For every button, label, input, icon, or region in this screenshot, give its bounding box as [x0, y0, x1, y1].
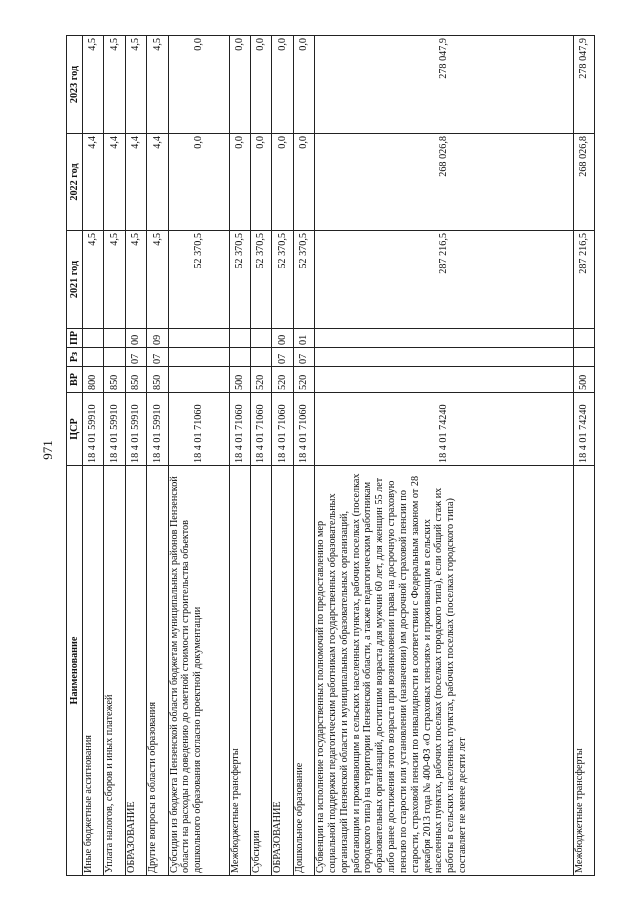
rotated-sheet [66, 36, 595, 876]
cell-2022: 4,4 [104, 134, 125, 231]
cell-pr [104, 329, 125, 348]
cell-2022: 0,0 [293, 134, 314, 231]
cell-pr [168, 329, 229, 348]
cell-name: Иные бюджетные ассигнования [83, 466, 104, 876]
cell-name: Уплата налогов, сборов и иных платежей [104, 466, 125, 876]
cell-rz [83, 348, 104, 367]
cell-2023: 0,0 [293, 36, 314, 134]
table-row [83, 36, 104, 876]
cell-name: Субвенции на исполнение государственных полномочий по предоставлению мер социальной поддержки педагогическим работникам государственных образовательных организаций Пензенской области и муниципальных образовательных организаций, работающим и проживающим в сельских населенных пунктах, рабочих поселках (поселках городского типа) на территории Пензенской области, а также педагогическим работникам образовательных организаций, достигшим возраста для мужчин 60 лет, для женщин 55 лет либо ранее достижения этого возраста при возникновении права на досрочную страховую пенсию по старости или установлении (назначении) им досрочной страховой пенсии по старости, страховой пенсии по инвалидности в соответствии с Федеральным законом от 28 декабря 2013 года № 400-ФЗ «О страховых пенсиях» и проживающим в сельских населенных пунктах, рабочих поселках (поселках городского типа), если общий стаж их работы в сельских населенных пунктах, рабочих поселках (поселках городского типа) составляет не менее десяти лет [315, 466, 573, 876]
cell-csr: 18 4 01 59910 [104, 393, 125, 466]
cell-pr: 01 [293, 329, 314, 348]
cell-2022: 0,0 [272, 134, 293, 231]
cell-2022: 4,4 [147, 134, 168, 231]
cell-vr [315, 367, 573, 393]
cell-2022: 0,0 [168, 134, 229, 231]
table-row [125, 36, 146, 876]
cell-pr [250, 329, 271, 348]
cell-pr [83, 329, 104, 348]
cell-pr [315, 329, 573, 348]
cell-rz [250, 348, 271, 367]
table-row [293, 36, 314, 876]
table-row [168, 36, 229, 876]
cell-rz [573, 348, 595, 367]
cell-name: Межбюджетные трансферты [229, 466, 250, 876]
cell-2021: 4,5 [104, 231, 125, 329]
cell-2021: 52 370,5 [293, 231, 314, 329]
cell-name: ОБРАЗОВАНИЕ [272, 466, 293, 876]
table-row [272, 36, 293, 876]
header-name: Наименование [67, 466, 83, 876]
table-row [250, 36, 271, 876]
cell-csr: 18 4 01 74240 [315, 393, 573, 466]
cell-2021: 52 370,5 [272, 231, 293, 329]
cell-2022: 4,4 [83, 134, 104, 231]
cell-2023: 4,5 [83, 36, 104, 134]
cell-2023: 0,0 [272, 36, 293, 134]
cell-csr: 18 4 01 59910 [83, 393, 104, 466]
cell-vr: 850 [147, 367, 168, 393]
header-rz: Рз [67, 348, 83, 367]
cell-vr: 520 [250, 367, 271, 393]
cell-2021: 287 216,5 [573, 231, 595, 329]
cell-vr: 500 [229, 367, 250, 393]
budget-table [66, 35, 595, 876]
cell-vr: 520 [272, 367, 293, 393]
cell-rz: 07 [272, 348, 293, 367]
cell-rz [104, 348, 125, 367]
cell-2023: 0,0 [168, 36, 229, 134]
cell-2021: 52 370,5 [168, 231, 229, 329]
cell-pr [229, 329, 250, 348]
cell-vr: 850 [104, 367, 125, 393]
cell-vr: 850 [125, 367, 146, 393]
header-2021: 2021 год [67, 231, 83, 329]
cell-name: Другие вопросы в области образования [147, 466, 168, 876]
cell-csr: 18 4 01 59910 [147, 393, 168, 466]
cell-vr [168, 367, 229, 393]
cell-rz [315, 348, 573, 367]
cell-2023: 0,0 [250, 36, 271, 134]
cell-2023: 4,5 [104, 36, 125, 134]
cell-csr: 18 4 01 71060 [272, 393, 293, 466]
cell-2022: 0,0 [229, 134, 250, 231]
page-number: 971 [40, 440, 55, 460]
cell-vr: 520 [293, 367, 314, 393]
cell-2023: 278 047,9 [573, 36, 595, 134]
cell-2023: 4,5 [147, 36, 168, 134]
cell-csr: 18 4 01 71060 [229, 393, 250, 466]
cell-2023: 278 047,9 [315, 36, 573, 134]
cell-csr: 18 4 01 59910 [125, 393, 146, 466]
cell-name: Межбюджетные трансферты [573, 466, 595, 876]
cell-rz: 07 [293, 348, 314, 367]
table-header-row [67, 36, 83, 876]
cell-csr: 18 4 01 71060 [293, 393, 314, 466]
cell-name: ОБРАЗОВАНИЕ [125, 466, 146, 876]
cell-2022: 268 026,8 [315, 134, 573, 231]
cell-vr: 800 [83, 367, 104, 393]
table-row [229, 36, 250, 876]
cell-name: Субсидии [250, 466, 271, 876]
cell-2022: 268 026,8 [573, 134, 595, 231]
cell-2023: 4,5 [125, 36, 146, 134]
cell-name: Дошкольное образование [293, 466, 314, 876]
cell-2021: 52 370,5 [229, 231, 250, 329]
header-pr: ПР [67, 329, 83, 348]
header-2022: 2022 год [67, 134, 83, 231]
cell-rz [229, 348, 250, 367]
cell-2022: 4,4 [125, 134, 146, 231]
cell-2021: 287 216,5 [315, 231, 573, 329]
header-csr: ЦСР [67, 393, 83, 466]
cell-2021: 4,5 [125, 231, 146, 329]
cell-2021: 52 370,5 [250, 231, 271, 329]
cell-pr: 09 [147, 329, 168, 348]
cell-2021: 4,5 [147, 231, 168, 329]
cell-vr: 500 [573, 367, 595, 393]
rotated-table-container [66, 36, 595, 876]
table-row [573, 36, 595, 876]
table-row [315, 36, 573, 876]
cell-csr: 18 4 01 71060 [168, 393, 229, 466]
cell-name: Субсидии из бюджета Пензенской области бюджетам муниципальных районов Пензенской области на расходы по доведению до сметной стоимости строительства объектов дошкольного образования согласно проектной документации [168, 466, 229, 876]
cell-2023: 0,0 [229, 36, 250, 134]
cell-2022: 0,0 [250, 134, 271, 231]
cell-2021: 4,5 [83, 231, 104, 329]
table-row [147, 36, 168, 876]
cell-csr: 18 4 01 71060 [250, 393, 271, 466]
cell-csr: 18 4 01 74240 [573, 393, 595, 466]
table-row [104, 36, 125, 876]
header-2023: 2023 год [67, 36, 83, 134]
cell-pr [573, 329, 595, 348]
cell-rz: 07 [147, 348, 168, 367]
cell-rz: 07 [125, 348, 146, 367]
header-vr: ВР [67, 367, 83, 393]
cell-pr: 00 [272, 329, 293, 348]
cell-rz [168, 348, 229, 367]
cell-pr: 00 [125, 329, 146, 348]
